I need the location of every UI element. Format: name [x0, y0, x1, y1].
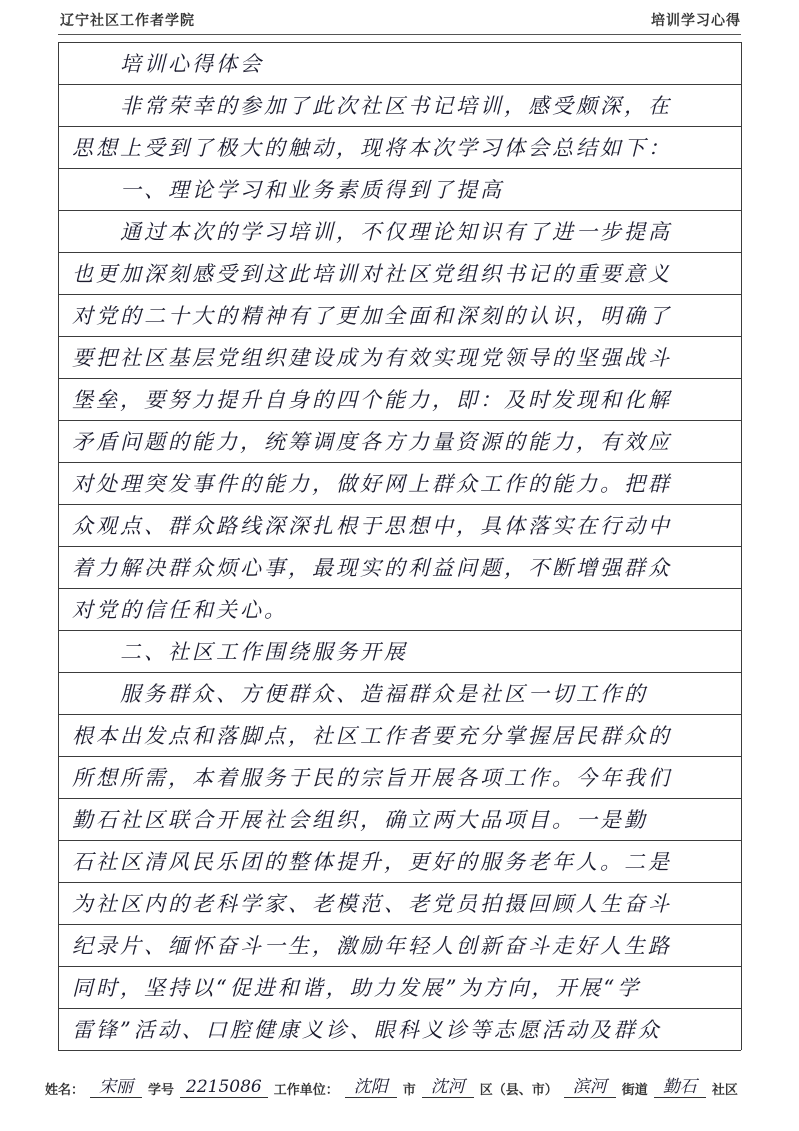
handwritten-line: 众观点、群众路线深深扎根于思想中，具体落实在行动中 — [72, 514, 672, 538]
handwritten-line: 对党的信任和关心。 — [72, 598, 288, 622]
handwritten-line: 勤石社区联合开展社会组织，确立两大品项目。一是勤 — [72, 808, 648, 832]
handwritten-line: 要把社区基层党组织建设成为有效实现党领导的坚强战斗 — [72, 346, 672, 370]
header-rule — [58, 34, 741, 35]
handwritten-line: 着力解决群众烦心事，最现实的利益问题，不断增强群众 — [72, 556, 672, 580]
handwritten-line: 对处理突发事件的能力，做好网上群众工作的能力。把群 — [72, 472, 672, 496]
handwritten-line: 同时，坚持以“促进和谐，助力发展”为方向，开展“学 — [72, 976, 642, 1000]
right-margin-line — [741, 42, 742, 1050]
handwritten-line: 对党的二十大的精神有了更加全面和深刻的认识，明确了 — [72, 304, 672, 328]
handwritten-line: 服务群众、方便群众、造福群众是社区一切工作的 — [72, 682, 648, 706]
handwritten-line: 思想上受到了极大的触动，现将本次学习体会总结如下： — [72, 136, 672, 160]
name-value: 宋丽 — [90, 1072, 142, 1098]
street-label: 街道 — [621, 1083, 648, 1098]
handwritten-line: 堡垒，要努力提升自身的四个能力，即：及时发现和化解 — [72, 388, 672, 412]
community-value: 勤石 — [654, 1072, 706, 1098]
street-value: 滨河 — [564, 1072, 616, 1098]
footer-info — [45, 1072, 754, 1098]
district-label: 区（县、市） — [479, 1083, 558, 1098]
student-id-label: 学号 — [148, 1083, 175, 1098]
handwritten-line: 非常荣幸的参加了此次社区书记培训，感受颇深，在 — [72, 94, 672, 118]
city-value: 沈阳 — [345, 1072, 397, 1098]
handwritten-line: 也更加深刻感受到这此培训对社区党组织书记的重要意义 — [72, 262, 672, 286]
document-type: 培训学习心得 — [651, 13, 741, 29]
handwritten-line: 培训心得体会 — [72, 52, 264, 76]
handwritten-line: 二、社区工作围绕服务开展 — [72, 640, 408, 664]
handwritten-line: 纪录片、缅怀奋斗一生，激励年轻人创新奋斗走好人生路 — [72, 934, 672, 958]
handwritten-line: 根本出发点和落脚点，社区工作者要充分掌握居民群众的 — [72, 724, 672, 748]
handwritten-line: 石社区清风民乐团的整体提升，更好的服务老年人。二是 — [72, 850, 672, 874]
student-id-value: 2215086 — [180, 1077, 268, 1098]
community-label: 社区 — [711, 1083, 738, 1098]
handwritten-line: 通过本次的学习培训，不仅理论知识有了进一步提高 — [72, 220, 672, 244]
handwritten-line: 雷锋”活动、口腔健康义诊、眼科义诊等志愿活动及群众 — [72, 1018, 662, 1042]
handwritten-line: 矛盾问题的能力，统筹调度各方力量资源的能力，有效应 — [72, 430, 672, 454]
ruled-sheet — [58, 42, 741, 1050]
institution-name: 辽宁社区工作者学院 — [60, 13, 195, 29]
name-label: 姓名： — [45, 1083, 85, 1098]
district-value: 沈河 — [422, 1072, 474, 1098]
handwritten-line: 所想所需，本着服务于民的宗旨开展各项工作。今年我们 — [72, 766, 672, 790]
city-label: 市 — [402, 1083, 416, 1098]
handwritten-line: 一、理论学习和业务素质得到了提高 — [72, 178, 504, 202]
work-unit-label: 工作单位： — [273, 1083, 339, 1098]
handwritten-line: 为社区内的老科学家、老模范、老党员拍摄回顾人生奋斗 — [72, 892, 672, 916]
